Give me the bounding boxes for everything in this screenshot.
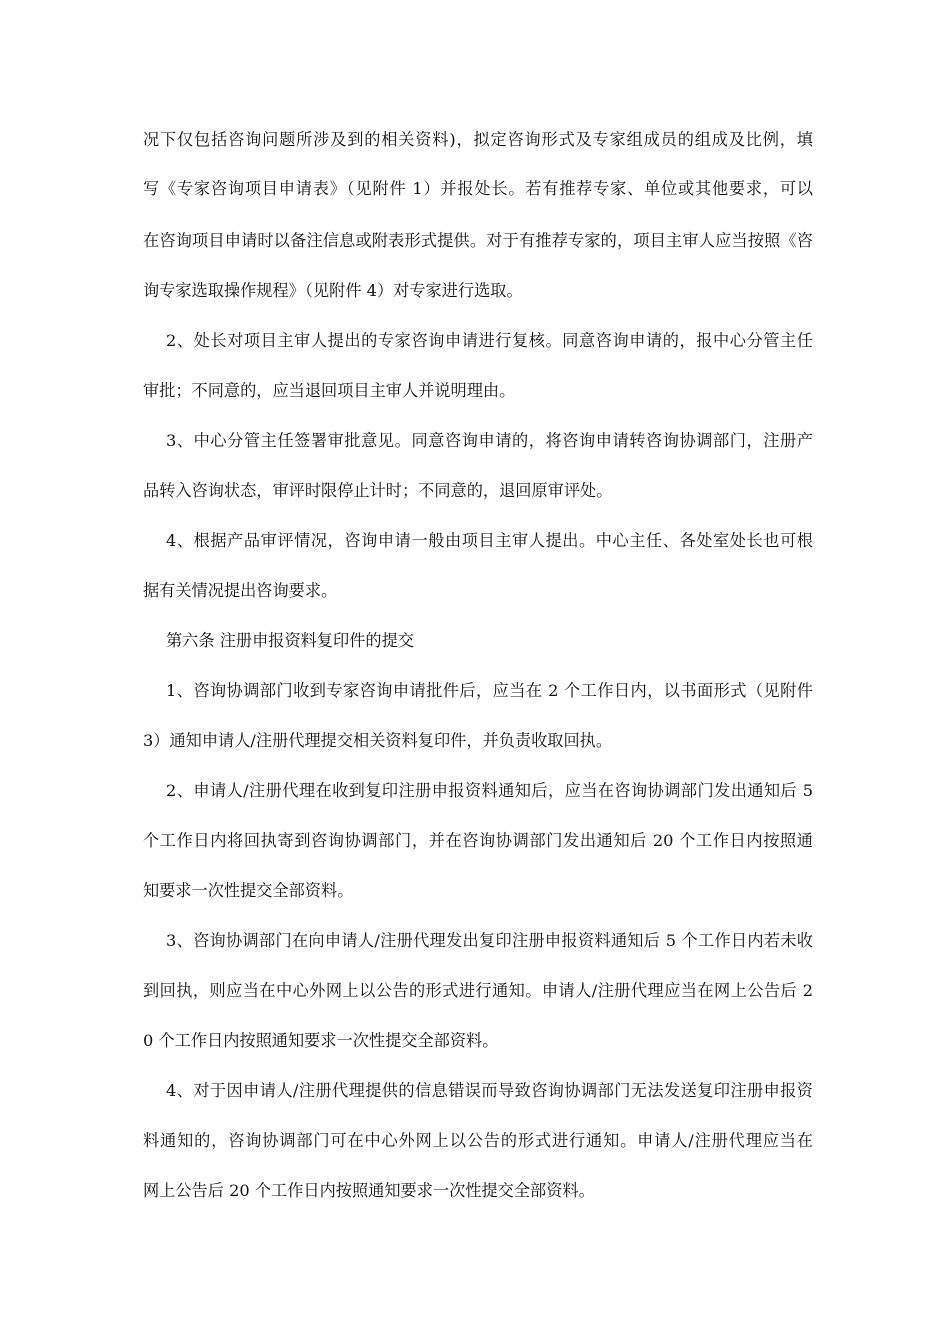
text-line: 0 个工作日内按照通知要求一次性提交全部资料。 (143, 1031, 499, 1050)
text-line: 审批；不同意的，应当退回项目主审人并说明理由。 (143, 381, 516, 400)
text-line: 况下仅包括咨询问题所涉及到的相关资料)，拟定咨询形式及专家组成员的组成及比例，填 (143, 130, 813, 149)
text-line: 4、对于因申请人/注册代理提供的信息错误而导致咨询协调部门无法发送复印注册申报资 (166, 1081, 813, 1100)
text-line: 知要求一次性提交全部资料。 (143, 881, 354, 900)
text-line: 3、咨询协调部门在向申请人/注册代理发出复印注册申报资料通知后 5 个工作日内若未收 (166, 931, 813, 950)
text-line: 料通知的，咨询协调部门可在中心外网上以公告的形式进行通知。申请人/注册代理应当在 (143, 1131, 813, 1150)
text-line: 据有关情况提出咨询要求。 (143, 581, 338, 600)
text-line: 1、咨询协调部门收到专家咨询申请批件后，应当在 2 个工作日内，以书面形式（见附件 (166, 681, 813, 700)
text-line: 2、处长对项目主审人提出的专家咨询申请进行复核。同意咨询申请的，报中心分管主任 (166, 331, 813, 350)
text-line: 到回执，则应当在中心外网上以公告的形式进行通知。申请人/注册代理应当在网上公告后 2 (143, 981, 813, 1000)
text-line: 写《专家咨询项目申请表》（见附件 1）并报处长。若有推荐专家、单位或其他要求，可以 (143, 179, 813, 198)
text-line: 网上公告后 20 个工作日内按照通知要求一次性提交全部资料。 (143, 1181, 595, 1200)
text-line: 4、根据产品审评情况，咨询申请一般由项目主审人提出。中心主任、各处室处长也可根 (166, 531, 813, 550)
text-line: 询专家选取操作规程》（见附件 4）对专家进行选取。 (143, 281, 523, 300)
text-line: 3）通知申请人/注册代理提交相关资料复印件，并负责收取回执。 (143, 731, 613, 750)
text-line: 3、中心分管主任签署审批意见。同意咨询申请的，将咨询申请转咨询协调部门，注册产 (166, 431, 813, 450)
text-line: 品转入咨询状态，审评时限停止计时；不同意的，退回原审评处。 (143, 481, 613, 500)
text-line: 在咨询项目申请时以备注信息或附表形式提供。对于有推荐专家的，项目主审人应当按照《咨 (143, 231, 813, 250)
text-line: 2、申请人/注册代理在收到复印注册申报资料通知后，应当在咨询协调部门发出通知后 5 (166, 781, 813, 800)
text-line: 个工作日内将回执寄到咨询协调部门，并在咨询协调部门发出通知后 20 个工作日内按照通 (143, 831, 813, 850)
section-heading: 第六条 注册申报资料复印件的提交 (166, 631, 414, 650)
